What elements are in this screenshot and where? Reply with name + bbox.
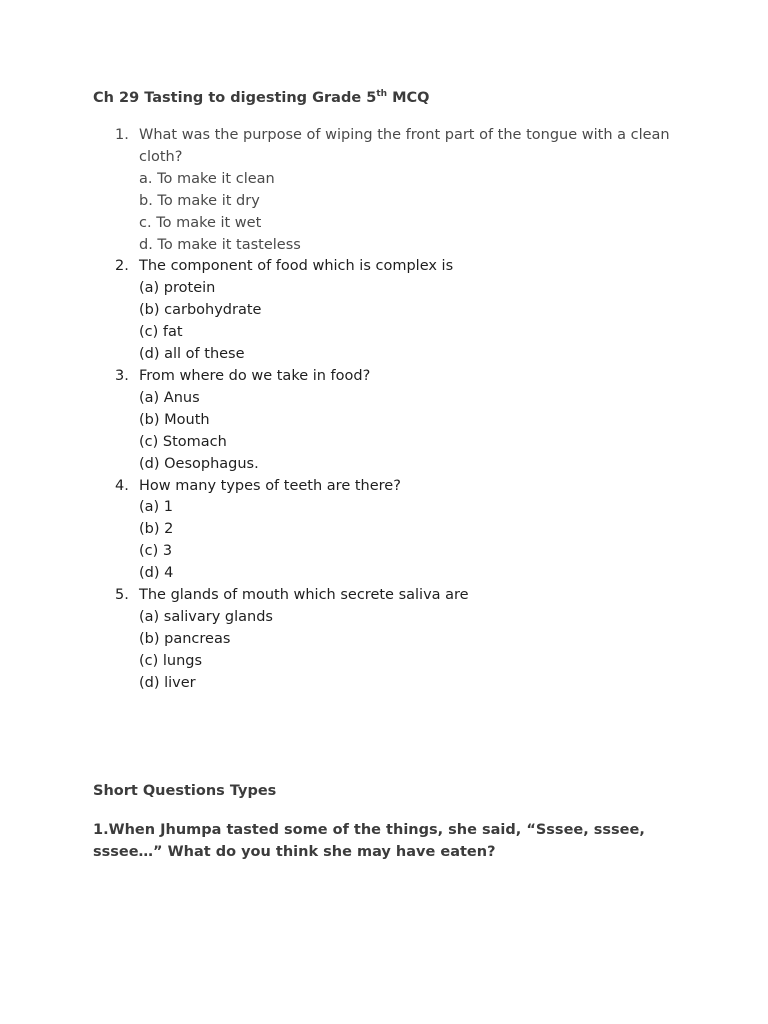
title-suffix: MCQ — [387, 90, 430, 106]
question-text: How many types of teeth are there? — [139, 477, 401, 494]
question-number: 3. — [115, 367, 129, 384]
option-c: (c) Stomach — [139, 433, 227, 450]
option-c: (c) lungs — [139, 652, 203, 669]
option-a: a. To make it clean — [139, 170, 275, 187]
title-main: Ch 29 Tasting to digesting Grade 5 — [93, 90, 377, 106]
question-text: What was the purpose of wiping the front part of the tongue with a clean cloth? — [139, 127, 670, 165]
option-d: (d) 4 — [139, 565, 174, 582]
mcq-question-4 — [0, 476, 768, 586]
mcq-list — [0, 125, 768, 695]
question-text: The glands of mouth which secrete saliva are — [139, 587, 469, 604]
question-number: 2. — [115, 258, 129, 275]
question-body — [139, 366, 679, 476]
question-number: 4. — [115, 477, 129, 494]
question-body — [139, 125, 679, 256]
question-text: From where do we take in food? — [139, 367, 371, 384]
option-b: (b) Mouth — [139, 411, 210, 428]
option-c: c. To make it wet — [139, 214, 262, 231]
option-c: (c) fat — [139, 324, 183, 341]
option-b: (b) carbohydrate — [139, 302, 262, 319]
title-superscript: th — [376, 89, 388, 99]
option-b: (b) 2 — [139, 521, 174, 538]
option-d: d. To make it tasteless — [139, 236, 301, 253]
question-body — [139, 476, 679, 586]
short-question-1: 1.When Jhumpa tasted some of the things, she said, “Sssee, sssee, sssee…” What do you think she may have eaten? — [93, 822, 645, 860]
mcq-question-5 — [0, 585, 768, 695]
question-number: 5. — [115, 587, 129, 604]
mcq-question-3 — [0, 366, 768, 476]
mcq-question-2 — [0, 256, 768, 366]
option-b: (b) pancreas — [139, 630, 231, 647]
option-d: (d) Oesophagus. — [139, 455, 259, 472]
option-d: (d) all of these — [139, 346, 245, 363]
option-a: (a) 1 — [139, 499, 174, 516]
short-questions-heading: Short Questions Types — [93, 783, 277, 799]
question-body — [139, 256, 679, 366]
page-title — [93, 90, 429, 106]
option-a: (a) salivary glands — [139, 608, 273, 625]
question-body — [139, 585, 679, 695]
option-a: (a) Anus — [139, 389, 200, 406]
option-a: (a) protein — [139, 280, 216, 297]
mcq-question-1 — [0, 125, 768, 256]
option-b: b. To make it dry — [139, 192, 260, 209]
question-number: 1. — [115, 127, 129, 143]
question-text: The component of food which is complex is — [139, 258, 454, 275]
option-c: (c) 3 — [139, 543, 173, 560]
option-d: (d) liver — [139, 674, 196, 691]
